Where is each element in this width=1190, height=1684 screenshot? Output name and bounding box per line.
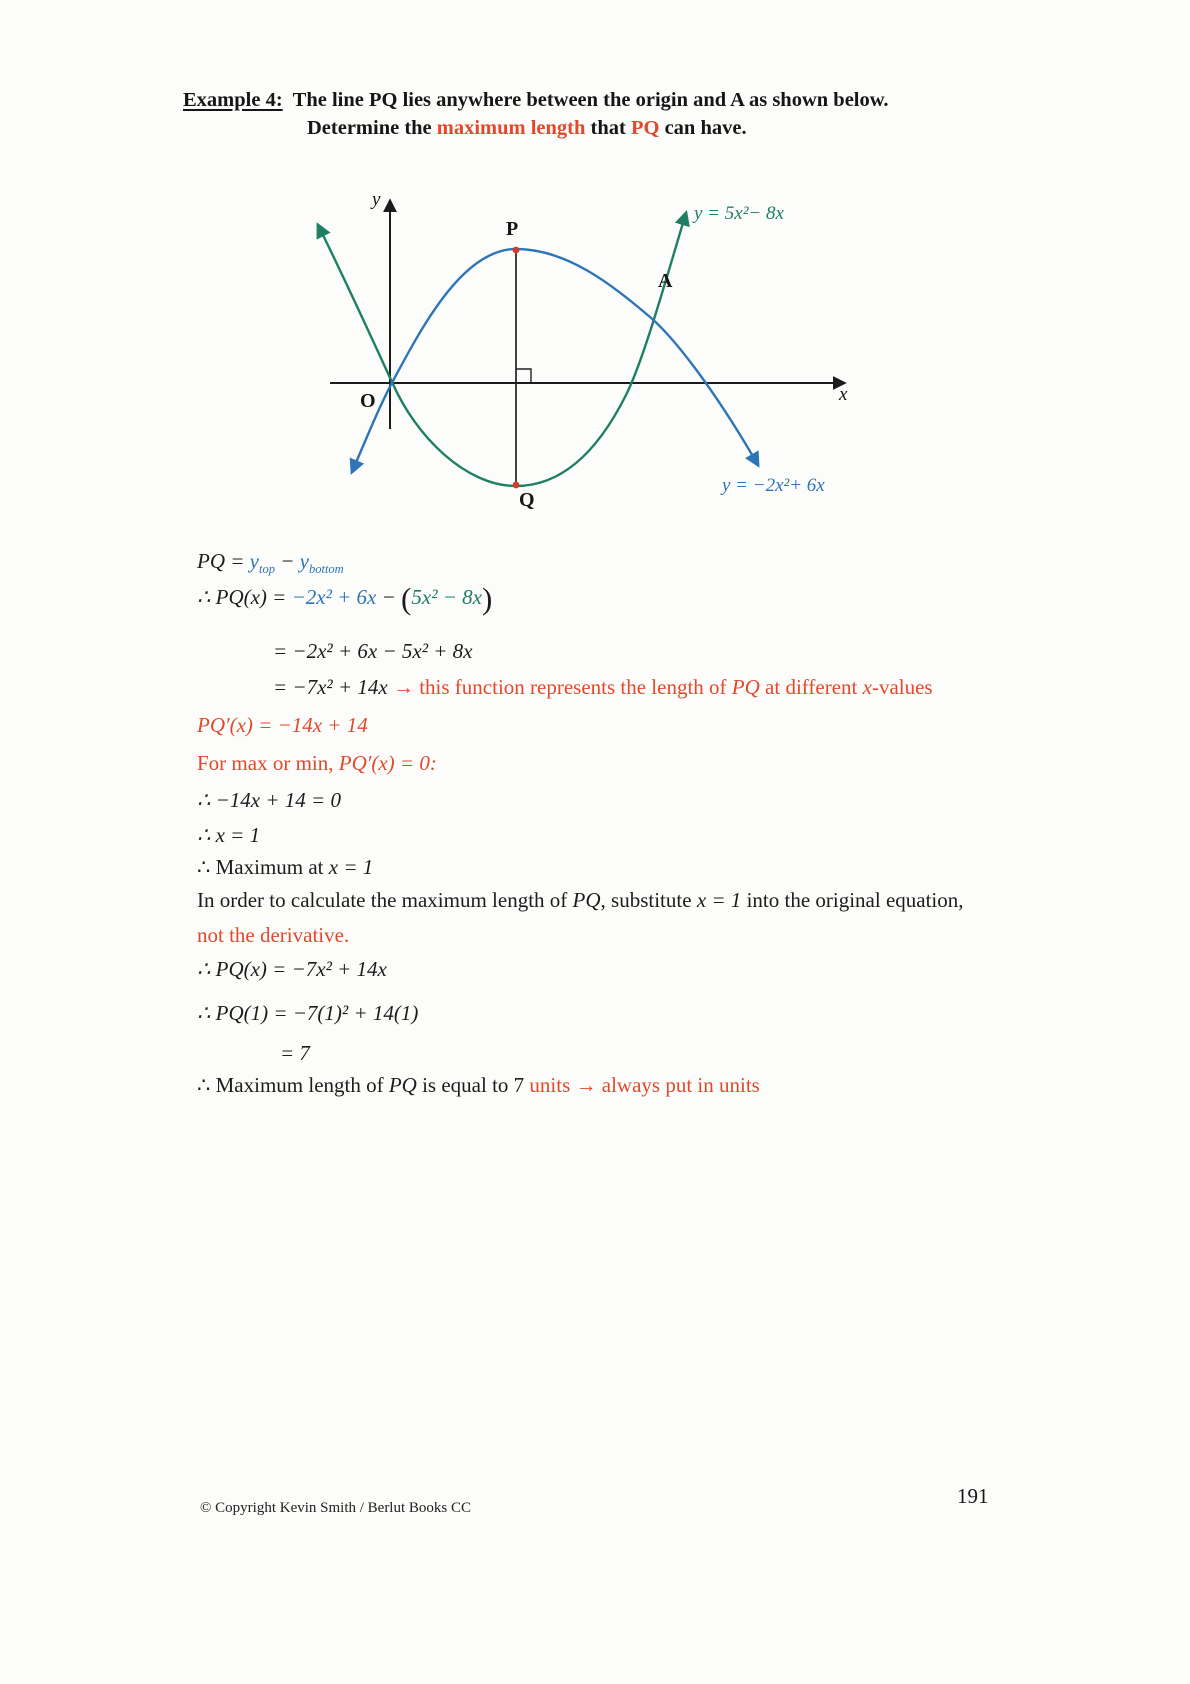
- green-parabola: [318, 213, 686, 486]
- condition-text: For max or min,: [197, 751, 339, 775]
- math-text: ∴ PQ(x) =: [197, 585, 292, 609]
- math-text: PQ =: [197, 549, 250, 573]
- arrow: →: [570, 1073, 602, 1097]
- solution-line-15: [197, 1070, 760, 1100]
- solution-line-6: [197, 748, 437, 778]
- example-text: can have.: [659, 117, 747, 139]
- origin-label: O: [360, 390, 376, 412]
- blue-term: −2x² + 6x: [291, 585, 382, 609]
- copyright-notice: © Copyright Kevin Smith / Berlut Books CC: [200, 1500, 471, 1516]
- text: into the original equation,: [741, 888, 964, 912]
- page-number: 191: [957, 1484, 989, 1508]
- highlight-pq: PQ: [630, 117, 660, 139]
- blue-parabola: [352, 249, 758, 472]
- point-q-label: Q: [519, 489, 535, 511]
- point-q: [513, 482, 520, 489]
- text: In order to calculate the maximum length of: [197, 888, 573, 912]
- y-axis-label: y: [372, 189, 381, 210]
- graph-svg: [300, 183, 860, 528]
- math-pq: PQ: [388, 1073, 417, 1097]
- example-statement: The line PQ lies anywhere between the origin and A as shown below.: [292, 89, 889, 111]
- solution-line-12: ∴ PQ(x) = −7x² + 14x: [197, 957, 387, 981]
- text: is equal to 7: [416, 1073, 530, 1097]
- example-text: Determine the: [307, 117, 437, 139]
- annotation-pq: PQ: [731, 675, 760, 699]
- math-pq: PQ: [572, 888, 601, 912]
- example-text: that: [585, 117, 631, 139]
- solution-line-1: [197, 546, 344, 584]
- math-text: −: [274, 549, 300, 573]
- math-text: = −7x² + 14x: [273, 675, 393, 699]
- solution-line-13: ∴ PQ(1) = −7(1)² + 14(1): [197, 1001, 419, 1025]
- solution-line-2: [197, 581, 493, 616]
- y-top-term: $y_{top}$: [249, 549, 275, 577]
- solution-line-7: ∴ −14x + 14 = 0: [197, 788, 341, 812]
- point-p: [513, 247, 520, 254]
- x-axis-label: x: [839, 384, 848, 405]
- top-curve-equation: y = 5x²− 8x: [694, 203, 784, 224]
- text: ∴ Maximum length of: [197, 1073, 389, 1097]
- solution-line-14: = 7: [280, 1041, 310, 1065]
- solution-line-4: [273, 672, 933, 702]
- example-label: Example 4:: [183, 89, 283, 111]
- y-bottom-term: $y_{bottom}$: [299, 549, 344, 577]
- text: ∴ Maximum at: [197, 855, 329, 879]
- math-x: x = 1: [696, 888, 742, 912]
- annotation-x: x: [862, 675, 872, 699]
- bottom-curve-equation: y = −2x²+ 6x: [722, 475, 825, 496]
- math-text: −: [381, 585, 402, 609]
- math-text: x = 1: [328, 855, 374, 879]
- example-line-1: [183, 86, 1013, 114]
- example-line-2: [183, 114, 1013, 142]
- point-a-label: A: [658, 270, 673, 292]
- units-note: units: [529, 1073, 571, 1097]
- solution-line-9: [197, 852, 373, 882]
- point-p-label: P: [506, 218, 519, 240]
- solution-line-11: not the derivative.: [197, 923, 350, 947]
- solution-line-5: PQ′(x) = −14x + 14: [197, 713, 368, 737]
- solution-line-3: = −2x² + 6x − 5x² + 8x: [273, 639, 473, 663]
- solution-line-10: [197, 885, 964, 915]
- example-header: [183, 86, 1013, 142]
- annotation-text: at different: [759, 675, 863, 699]
- highlight-maximum-length: maximum length: [436, 117, 586, 139]
- units-reminder: always put in units: [601, 1073, 760, 1097]
- text: , substitute: [600, 888, 697, 912]
- right-angle-marker: [516, 369, 531, 383]
- condition-math: PQ′(x) = 0:: [338, 751, 437, 775]
- solution-line-8: ∴ x = 1: [197, 823, 261, 847]
- open-paren: (: [401, 581, 412, 616]
- green-term: 5x² − 8x: [411, 585, 482, 609]
- annotation-text: -values: [871, 675, 933, 699]
- graph: [300, 183, 860, 528]
- annotation-text: → this function represents the length of: [392, 675, 732, 699]
- close-paren: ): [481, 581, 493, 616]
